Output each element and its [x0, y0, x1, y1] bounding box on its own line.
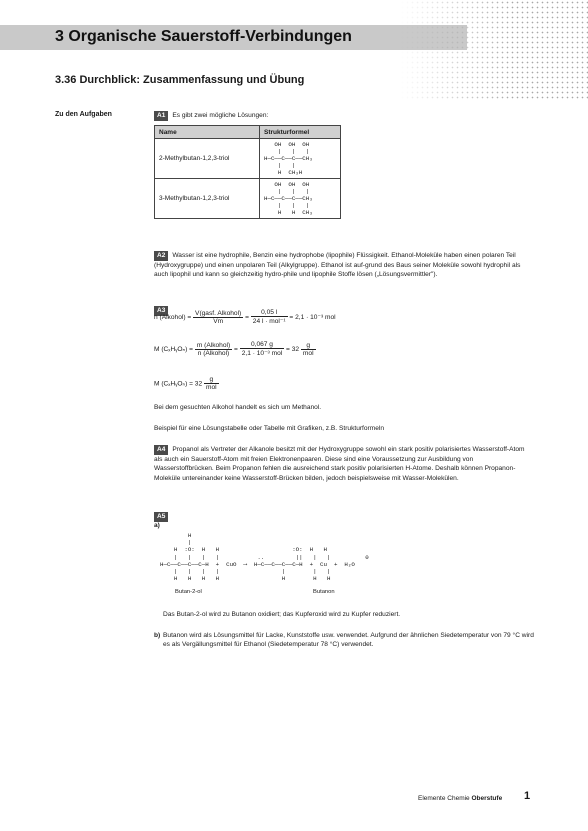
- a4-text: Propanol als Vertreter der Alkanole besitzt mit der Hydroxygruppe sowohl ein stark positiv polarisiertes Wasserstoff-Atom als auch ein Sauerstoff-Atom mit freien Elektronenpaaren. Diese sind eine Voraussetzung zur Ausbildung von Wasserstoffbrücken. Beim Propanon fehlen die ausreichend stark positiv polarisierten H-Atome. Deshalb können Propanon-Moleküle untereinander keine Wasserstoff-Brücken bilden, jedoch beispielsweise mit Wasser-Molekülen.: [154, 446, 525, 482]
- reaction-equation: H | H :O: H H :O: H H | | | | .. || | | 0 H─C──C──C──C─H + CuO ⟶ H─C──C──C──C─H + Cu + H₂O | | | | | | | H H H H H H H: [160, 532, 369, 583]
- row-name: 3-Methylbutan-1,2,3-triol: [155, 179, 260, 219]
- a4-block: [154, 445, 534, 483]
- table-row: [155, 139, 341, 179]
- a3-tag: A3: [154, 306, 168, 316]
- chapter-header: [0, 25, 588, 50]
- a5-tag: A5: [154, 512, 168, 522]
- eq2-fraction: $\frac{\text{m (Alkohol)}}{\text{n (Alkohol)}}$: [196, 341, 231, 357]
- a1-tag: A1: [154, 111, 168, 121]
- product-label: Butanon: [313, 589, 335, 595]
- table-row: [155, 179, 341, 219]
- a5-explanation: Das Butan-2-ol wird zu Butanon oxidiert; das Kupferoxid wird zu Kupfer reduziert.: [163, 611, 401, 618]
- eq3-unit: $\frac{g}{\text{mol}}$: [205, 376, 217, 391]
- page-number: 1: [524, 790, 531, 802]
- header-dot-pattern: [400, 0, 588, 100]
- eq1-lhs: n (Alkohol) =: [154, 313, 192, 321]
- reactant-label: Butan-2-ol: [175, 589, 202, 595]
- eq1-fraction-values: $\frac{0,05 l}{\text{24 l · mol⁻¹}}$: [252, 309, 286, 325]
- a2-tag: A2: [154, 251, 168, 261]
- a5-part-a: a): [154, 522, 160, 529]
- eq2-unit: $\frac{g}{\text{mol}}$: [302, 341, 314, 357]
- sidebar-label: Zu den Aufgaben: [55, 111, 112, 118]
- a5-part-b: b): [154, 632, 161, 639]
- row-name: 2-Methylbutan-1,2,3-triol: [155, 139, 260, 179]
- eq2-fraction-values: $\frac{0,067 g}{\text{2,1 · 10⁻³ mol}}$: [241, 341, 283, 357]
- table-header-formula: Strukturformel: [260, 126, 341, 139]
- eq1-result: = 2,1 · 10⁻³ mol: [289, 313, 336, 321]
- a5-part-b-text: Butanon wird als Lösungsmittel für Lacke, Kunststoffe usw. verwendet. Aufgrund der ähnlichen Siedetemperatur von 79 °C wird es als Vergällungsmittel für Ethanol (Siedetemperatur 78 °C) verwendet.: [163, 632, 534, 649]
- a3-hint: Beispiel für eine Lösungstabelle oder Tabelle mit Grafiken, z.B. Strukturformeln: [154, 425, 385, 432]
- table-header-name: Name: [155, 126, 260, 139]
- structure-formula: OH OH OH | | | H─C──C──C──CH₃ | | H CH₃H: [264, 141, 313, 176]
- equation-molar-amount: n (Alkohol) = $\frac{\text{V(gasf. Alkohol)}}{Vm}$ = $\frac{0,05 l}{\text{24 l · mol⁻¹}}$ = 2,1 · 10⁻³ mol: [154, 309, 336, 325]
- a2-text: Wasser ist eine hydrophile, Benzin eine hydrophobe (lipophile) Flüssigkeit. Ethanol-Moleküle haben einen polaren Teil (Hydroxygruppe) und einen unpolaren Teil (Alkylgruppe). Ethanol ist auf-grund des Baus seiner Moleküle sowohl hydrophil als auch lipophil und kann so gleichzeitig hydro-phile und lipophile Stoffe lösen („Lösungsvermittler").: [154, 252, 521, 279]
- a4-tag: A4: [154, 445, 168, 455]
- equation-result: M (CₓHᵧOₙ) = 32 $\frac{g}{\text{mol}}$: [154, 376, 217, 391]
- a3-result: Bei dem gesuchten Alkohol handelt es sich um Methanol.: [154, 404, 322, 411]
- chapter-title: 3 Organische Sauerstoff-Verbindungen: [55, 28, 352, 45]
- eq1-fraction: $\frac{\text{V(gasf. Alkohol)}}{Vm}$: [195, 309, 242, 325]
- footer-book-title: Elemente Chemie Oberstufe: [418, 795, 503, 802]
- equation-molar-mass: M (CₓHᵧOₙ) = $\frac{\text{m (Alkohol)}}{\text{n (Alkohol)}}$ = $\frac{0,067 g}{\text{2,1 · 10⁻³ mol}}$ = 32 $\frac{g}{\text{mol}}$: [154, 341, 314, 357]
- structure-formula: OH OH OH | | | H─C──C──C──CH₃ | | | H H CH₃: [264, 181, 313, 216]
- section-title: 3.36 Durchblick: Zusammenfassung und Übung: [55, 74, 305, 86]
- a1-intro: [154, 111, 534, 121]
- a2-block: [154, 251, 534, 280]
- eq2-lhs: M (CₓHᵧOₙ) =: [154, 345, 193, 353]
- a1-intro-text: Es gibt zwei mögliche Lösungen:: [172, 112, 269, 119]
- a1-table: [154, 125, 341, 219]
